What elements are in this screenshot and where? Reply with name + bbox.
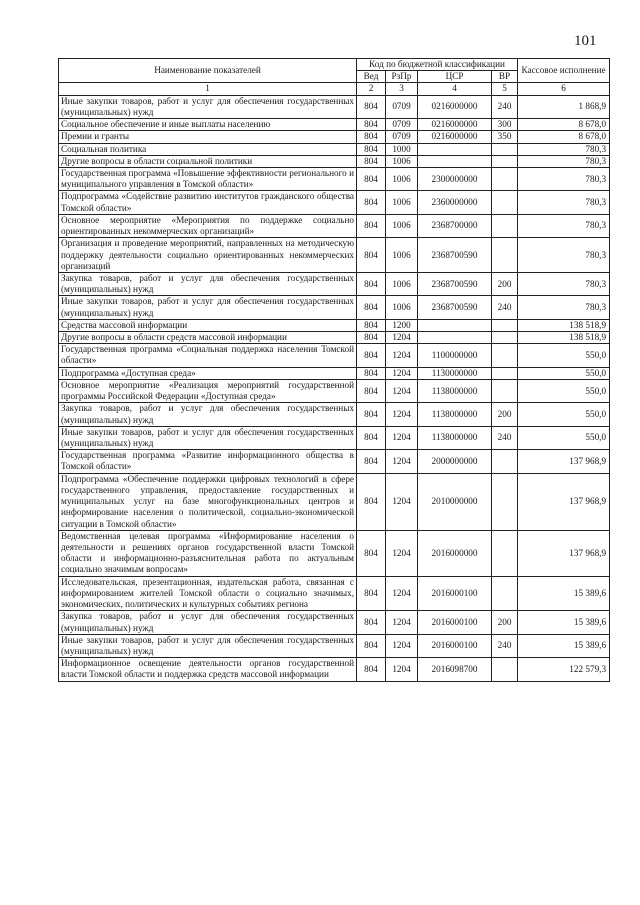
- row-name: Закупка товаров, работ и услуг для обеспечения государственных (муниципальных) нужд: [59, 611, 357, 634]
- row-name: Организация и проведение мероприятий, направленных на методическую поддержку деятельности социально ориентированных некоммерческих организаций: [59, 238, 357, 273]
- header-vr: ВР: [492, 71, 518, 83]
- table-row: [59, 131, 610, 143]
- table-row: [59, 191, 610, 214]
- row-csr: 0216000000: [418, 95, 492, 118]
- row-ved: 804: [357, 214, 386, 237]
- page-number: 101: [574, 33, 597, 49]
- row-name: Государственная программа «Повышение эффективности регионального и муниципального управления в Томской области»: [59, 167, 357, 190]
- row-csr: 2016000100: [418, 611, 492, 634]
- row-amount: 550,0: [518, 367, 610, 379]
- table-row: [59, 403, 610, 426]
- row-csr: 2368700590: [418, 238, 492, 273]
- header-budget-code: Код по бюджетной классификации: [357, 59, 518, 71]
- row-name: Иные закупки товаров, работ и услуг для обеспечения государственных (муниципальных) нужд: [59, 95, 357, 118]
- row-rzpr: 1006: [386, 296, 418, 319]
- row-csr: 2300000000: [418, 167, 492, 190]
- row-vr: [492, 319, 518, 331]
- row-vr: [492, 473, 518, 530]
- row-name: Средства массовой информации: [59, 319, 357, 331]
- row-csr: 0216000000: [418, 131, 492, 143]
- row-amount: 137 968,9: [518, 530, 610, 576]
- row-amount: 780,3: [518, 272, 610, 295]
- row-csr: 2360000000: [418, 191, 492, 214]
- row-vr: [492, 167, 518, 190]
- row-ved: 804: [357, 611, 386, 634]
- row-name: Подпрограмма «Доступная среда»: [59, 367, 357, 379]
- row-ved: 804: [357, 191, 386, 214]
- row-vr: [492, 367, 518, 379]
- table-row: [59, 95, 610, 118]
- row-name: Государственная программа «Развитие информационного общества в Томской области»: [59, 450, 357, 473]
- row-vr: 240: [492, 296, 518, 319]
- row-csr: 1130000000: [418, 367, 492, 379]
- row-rzpr: 0709: [386, 131, 418, 143]
- row-amount: 8 678,0: [518, 119, 610, 131]
- row-csr: 2016098700: [418, 658, 492, 681]
- table-row: [59, 214, 610, 237]
- table-row: [59, 319, 610, 331]
- row-rzpr: 1204: [386, 403, 418, 426]
- row-name: Иные закупки товаров, работ и услуг для обеспечения государственных (муниципальных) нужд: [59, 426, 357, 449]
- row-rzpr: 1006: [386, 167, 418, 190]
- row-amount: 780,3: [518, 155, 610, 167]
- row-csr: [418, 332, 492, 344]
- table-row: [59, 473, 610, 530]
- row-amount: 137 968,9: [518, 473, 610, 530]
- row-amount: 138 518,9: [518, 332, 610, 344]
- row-rzpr: 1204: [386, 530, 418, 576]
- row-vr: 300: [492, 119, 518, 131]
- row-amount: 780,3: [518, 214, 610, 237]
- row-csr: 0216000000: [418, 119, 492, 131]
- table-row: [59, 119, 610, 131]
- row-rzpr: 1204: [386, 367, 418, 379]
- row-rzpr: 1204: [386, 576, 418, 611]
- budget-table: [58, 58, 610, 682]
- table-row: [59, 450, 610, 473]
- row-rzpr: 1200: [386, 319, 418, 331]
- row-vr: [492, 344, 518, 367]
- table-row: [59, 344, 610, 367]
- row-vr: [492, 143, 518, 155]
- row-ved: 804: [357, 658, 386, 681]
- table-row: [59, 426, 610, 449]
- row-name: Государственная программа «Социальная поддержка населения Томской области»: [59, 344, 357, 367]
- row-csr: 2016000000: [418, 530, 492, 576]
- table-row: [59, 155, 610, 167]
- row-amount: 550,0: [518, 403, 610, 426]
- row-rzpr: 1204: [386, 379, 418, 402]
- table-row: [59, 530, 610, 576]
- header-row: [59, 59, 610, 71]
- header-cash-execution: Кассовое исполнение: [518, 59, 610, 83]
- row-vr: 240: [492, 95, 518, 118]
- row-amount: 550,0: [518, 379, 610, 402]
- row-rzpr: 0709: [386, 119, 418, 131]
- row-rzpr: 1006: [386, 272, 418, 295]
- row-ved: 804: [357, 576, 386, 611]
- row-amount: 780,3: [518, 238, 610, 273]
- row-rzpr: 1006: [386, 238, 418, 273]
- row-amount: 780,3: [518, 143, 610, 155]
- row-ved: 804: [357, 403, 386, 426]
- table-row: [59, 238, 610, 273]
- row-ved: 804: [357, 319, 386, 331]
- table-row: [59, 379, 610, 402]
- header-csr: ЦСР: [418, 71, 492, 83]
- row-vr: 240: [492, 426, 518, 449]
- table-row: [59, 296, 610, 319]
- row-vr: [492, 576, 518, 611]
- header-ved: Вед: [357, 71, 386, 83]
- row-ved: 804: [357, 379, 386, 402]
- row-name: Информационное освещение деятельности органов государственной власти Томской области и поддержка средств массовой информации: [59, 658, 357, 681]
- col-number: 6: [518, 83, 610, 95]
- row-csr: [418, 155, 492, 167]
- row-vr: [492, 530, 518, 576]
- row-ved: 804: [357, 143, 386, 155]
- column-number-row: [59, 83, 610, 95]
- row-amount: 780,3: [518, 191, 610, 214]
- row-vr: [492, 214, 518, 237]
- row-ved: 804: [357, 344, 386, 367]
- row-rzpr: 0709: [386, 95, 418, 118]
- row-vr: [492, 658, 518, 681]
- row-rzpr: 1204: [386, 450, 418, 473]
- col-number: 5: [492, 83, 518, 95]
- row-csr: [418, 319, 492, 331]
- col-number: 4: [418, 83, 492, 95]
- row-name: Основное мероприятие «Реализация мероприятий государственной программы Российской Федерации «Доступная среда»: [59, 379, 357, 402]
- row-csr: 2000000000: [418, 450, 492, 473]
- row-name: Социальная политика: [59, 143, 357, 155]
- row-name: Закупка товаров, работ и услуг для обеспечения государственных (муниципальных) нужд: [59, 403, 357, 426]
- row-ved: 804: [357, 155, 386, 167]
- row-ved: 804: [357, 634, 386, 657]
- col-number: 1: [59, 83, 357, 95]
- row-ved: 804: [357, 95, 386, 118]
- row-vr: 350: [492, 131, 518, 143]
- row-vr: [492, 332, 518, 344]
- row-vr: [492, 379, 518, 402]
- row-rzpr: 1204: [386, 473, 418, 530]
- row-name: Премии и гранты: [59, 131, 357, 143]
- row-name: Закупка товаров, работ и услуг для обеспечения государственных (муниципальных) нужд: [59, 272, 357, 295]
- row-vr: [492, 238, 518, 273]
- row-csr: 2016000100: [418, 576, 492, 611]
- table-row: [59, 367, 610, 379]
- row-csr: 2368700590: [418, 296, 492, 319]
- row-csr: 2010000000: [418, 473, 492, 530]
- header-name: Наименование показателей: [59, 59, 357, 83]
- row-rzpr: 1204: [386, 658, 418, 681]
- row-amount: 122 579,3: [518, 658, 610, 681]
- row-ved: 804: [357, 238, 386, 273]
- row-ved: 804: [357, 473, 386, 530]
- table-row: [59, 658, 610, 681]
- row-ved: 804: [357, 367, 386, 379]
- row-amount: 780,3: [518, 296, 610, 319]
- row-name: Основное мероприятие «Мероприятия по поддержке социально ориентированных некоммерческих организаций»: [59, 214, 357, 237]
- table-row: [59, 167, 610, 190]
- row-amount: 15 389,6: [518, 611, 610, 634]
- row-rzpr: 1204: [386, 332, 418, 344]
- row-csr: 2368700590: [418, 272, 492, 295]
- row-name: Ведомственная целевая программа «Информирование населения о деятельности и решениях органов государственной власти Томской области и информационно-разъяснительная работа по актуальным социально значимым вопросам»: [59, 530, 357, 576]
- row-rzpr: 1006: [386, 155, 418, 167]
- row-rzpr: 1204: [386, 611, 418, 634]
- row-vr: 200: [492, 272, 518, 295]
- table-row: [59, 332, 610, 344]
- row-vr: [492, 450, 518, 473]
- row-ved: 804: [357, 426, 386, 449]
- row-rzpr: 1006: [386, 191, 418, 214]
- table-row: [59, 272, 610, 295]
- row-name: Подпрограмма «Содействие развитию институтов гражданского общества Томской области»: [59, 191, 357, 214]
- row-ved: 804: [357, 332, 386, 344]
- row-rzpr: 1006: [386, 214, 418, 237]
- row-vr: [492, 191, 518, 214]
- row-ved: 804: [357, 167, 386, 190]
- row-amount: 15 389,6: [518, 634, 610, 657]
- col-number: 3: [386, 83, 418, 95]
- row-amount: 138 518,9: [518, 319, 610, 331]
- row-ved: 804: [357, 119, 386, 131]
- row-ved: 804: [357, 530, 386, 576]
- row-vr: 200: [492, 611, 518, 634]
- row-name: Социальное обеспечение и иные выплаты населению: [59, 119, 357, 131]
- header-rzpr: РзПр: [386, 71, 418, 83]
- table-row: [59, 576, 610, 611]
- row-amount: 8 678,0: [518, 131, 610, 143]
- row-name: Другие вопросы в области средств массовой информации: [59, 332, 357, 344]
- row-name: Исследовательская, презентационная, издательская работа, связанная с информированием жителей Томской области о социально значимых, экономических, политических и культурных событиях региона: [59, 576, 357, 611]
- row-vr: [492, 155, 518, 167]
- row-rzpr: 1204: [386, 426, 418, 449]
- row-rzpr: 1204: [386, 634, 418, 657]
- row-csr: 1100000000: [418, 344, 492, 367]
- row-amount: 137 968,9: [518, 450, 610, 473]
- row-ved: 804: [357, 296, 386, 319]
- col-number: 2: [357, 83, 386, 95]
- row-name: Иные закупки товаров, работ и услуг для обеспечения государственных (муниципальных) нужд: [59, 296, 357, 319]
- row-vr: 240: [492, 634, 518, 657]
- row-csr: [418, 143, 492, 155]
- row-name: Иные закупки товаров, работ и услуг для обеспечения государственных (муниципальных) нужд: [59, 634, 357, 657]
- row-csr: 2368700000: [418, 214, 492, 237]
- row-amount: 550,0: [518, 344, 610, 367]
- row-amount: 780,3: [518, 167, 610, 190]
- row-csr: 1138000000: [418, 426, 492, 449]
- row-vr: 200: [492, 403, 518, 426]
- row-amount: 550,0: [518, 426, 610, 449]
- row-csr: 2016000100: [418, 634, 492, 657]
- row-amount: 1 868,9: [518, 95, 610, 118]
- row-rzpr: 1000: [386, 143, 418, 155]
- row-name: Подпрограмма «Обеспечение поддержки цифровых технологий в сфере государственного управления, предоставление государственных и муниципальных услуг на базе многофункциональных центров и информирование населения о политической, социально-экономической ситуации в Томской области»: [59, 473, 357, 530]
- row-ved: 804: [357, 131, 386, 143]
- row-csr: 1138000000: [418, 403, 492, 426]
- table-row: [59, 143, 610, 155]
- row-amount: 15 389,6: [518, 576, 610, 611]
- row-name: Другие вопросы в области социальной политики: [59, 155, 357, 167]
- row-csr: 1138000000: [418, 379, 492, 402]
- table-row: [59, 611, 610, 634]
- row-ved: 804: [357, 450, 386, 473]
- table-row: [59, 634, 610, 657]
- row-rzpr: 1204: [386, 344, 418, 367]
- row-ved: 804: [357, 272, 386, 295]
